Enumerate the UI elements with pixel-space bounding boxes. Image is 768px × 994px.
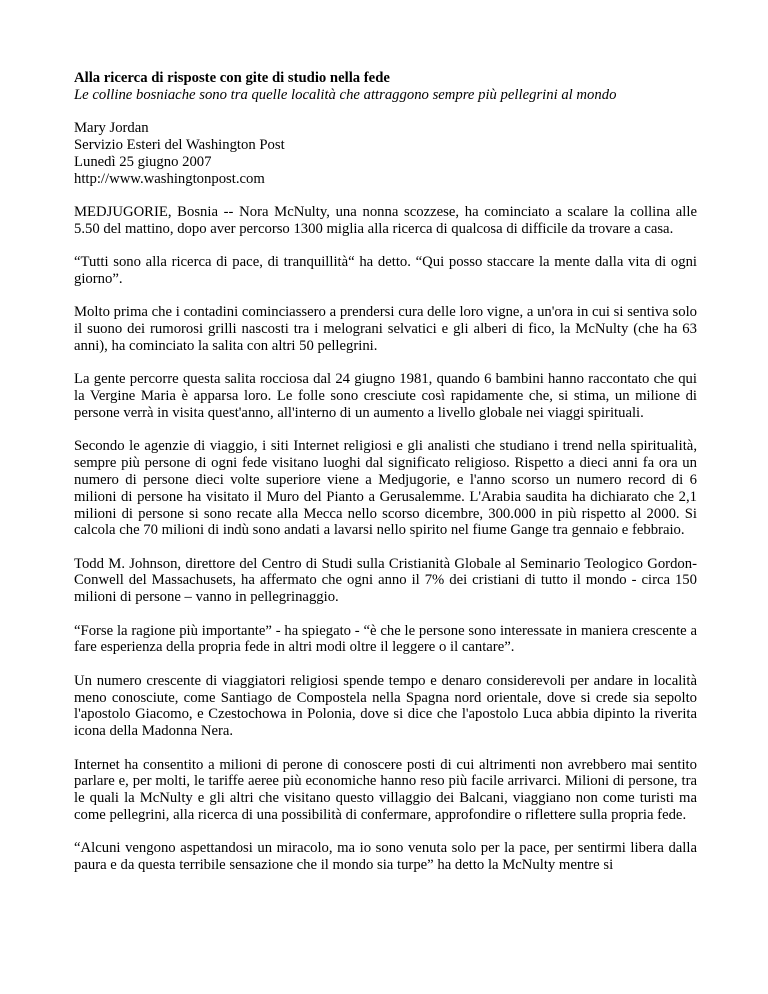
news-service: Servizio Esteri del Washington Post: [74, 136, 285, 153]
article-subtitle: Le colline bosniache sono tra quelle località che attraggono sempre più pellegrini al mondo: [74, 86, 617, 103]
article-title: Alla ricerca di risposte con gite di studio nella fede: [74, 70, 390, 86]
body-paragraph-7: “Forse la ragione più importante” - ha spiegato - “è che le persone sono interessate in maniera crescente a fare esperienza della propria fede in altri modi oltre il leggere o il cantare”.: [74, 622, 697, 656]
publication-date: Lunedì 25 giugno 2007: [74, 153, 212, 170]
source-url: http://www.washingtonpost.com: [74, 170, 265, 187]
body-paragraph-2: “Tutti sono alla ricerca di pace, di tranquillità“ ha detto. “Qui posso staccare la mente dalla vita di ogni giorno”.: [74, 254, 697, 287]
body-paragraph-3: Molto prima che i contadini cominciassero a prendersi cura delle loro vigne, a un'ora in cui si sentiva solo il suono dei rumorosi grilli nascosti tra i melograni selvatici e gli alberi di fico, la McNulty (che ha 63 anni), ha cominciato la salita con altri 50 pellegrini.: [74, 304, 697, 354]
document-page: [74, 70, 697, 891]
body-paragraph-10: “Alcuni vengono aspettandosi un miracolo, ma io sono venuta solo per la pace, per sentirmi libera dalla paura e da questa terribile sensazione che il mondo sia turpe” ha detto la McNulty mentre si: [74, 840, 697, 874]
body-paragraph-9: Internet ha consentito a milioni di perone di conoscere posti di cui altrimenti non avrebbero mai sentito parlare e, per molti, le tariffe aeree più economiche hanno reso più facile arrivarci. Milioni di persone, tra le quali la McNulty e gli altri che visitano questo villaggio dei Balcani, viaggiano non come turisti ma come pellegrini, alla ricerca di una possibilità di confermare, approfondire o riflettere sulla propria fede.: [74, 756, 697, 824]
body-paragraph-8: Un numero crescente di viaggiatori religiosi spende tempo e denaro considerevoli per andare in località meno conosciute, come Santiago de Compostela nella Spagna nord orientale, dove si crede sia sepolto l'apostolo Giacomo, e Czestochowa in Polonia, dove si dice che l'apostolo Luca abbia dipinto la riverita icona della Madonna Nera.: [74, 672, 697, 740]
body-paragraph-6: Todd M. Johnson, direttore del Centro di Studi sulla Cristianità Globale al Seminario Teologico Gordon-Conwell del Massachusets, ha affermato che ogni anno il 7% dei cristiani di tutto il mondo - circa 150 milioni di persone – vanno in pellegrinaggio.: [74, 555, 697, 606]
body-paragraph-1: MEDJUGORIE, Bosnia -- Nora McNulty, una nonna scozzese, ha cominciato a scalare la collina alle 5.50 del mattino, dopo aver percorso 1300 miglia alla ricerca di qualcosa di difficile da trovare a casa.: [74, 203, 697, 237]
author-name: Mary Jordan: [74, 120, 149, 137]
article-header: [74, 70, 697, 104]
body-paragraph-4: La gente percorre questa salita rocciosa dal 24 giugno 1981, quando 6 bambini hanno raccontato che qui la Vergine Maria è apparsa loro. Le folle sono cresciute così rapidamente che, si stima, un milione di persone verrà in visita quest'anno, all'interno di un aumento a livello globale nei viaggi spirituali.: [74, 371, 697, 421]
byline: [74, 120, 697, 187]
body-paragraph-5: Secondo le agenzie di viaggio, i siti Internet religiosi e gli analisti che studiano i trend nella spiritualità, sempre più persone di ogni fede visitano luoghi dal significato religioso. Rispetto a dieci anni fa ora un numero di persone dieci volte superiore viene a Medjugorie, e l'anno scorso un numero record di 6 milioni di persone ha visitato il Muro del Pianto a Gerusalemme. L'Arabia saudita ha dichiarato che 2,1 milioni di persone si sono recate alla Mecca nello scorso dicembre, 300.000 in più rispetto al 2000. Si calcola che 70 milioni di indù sono andati a lavarsi nello spirito nel fiume Gange tra gennaio e febbraio.: [74, 438, 697, 539]
